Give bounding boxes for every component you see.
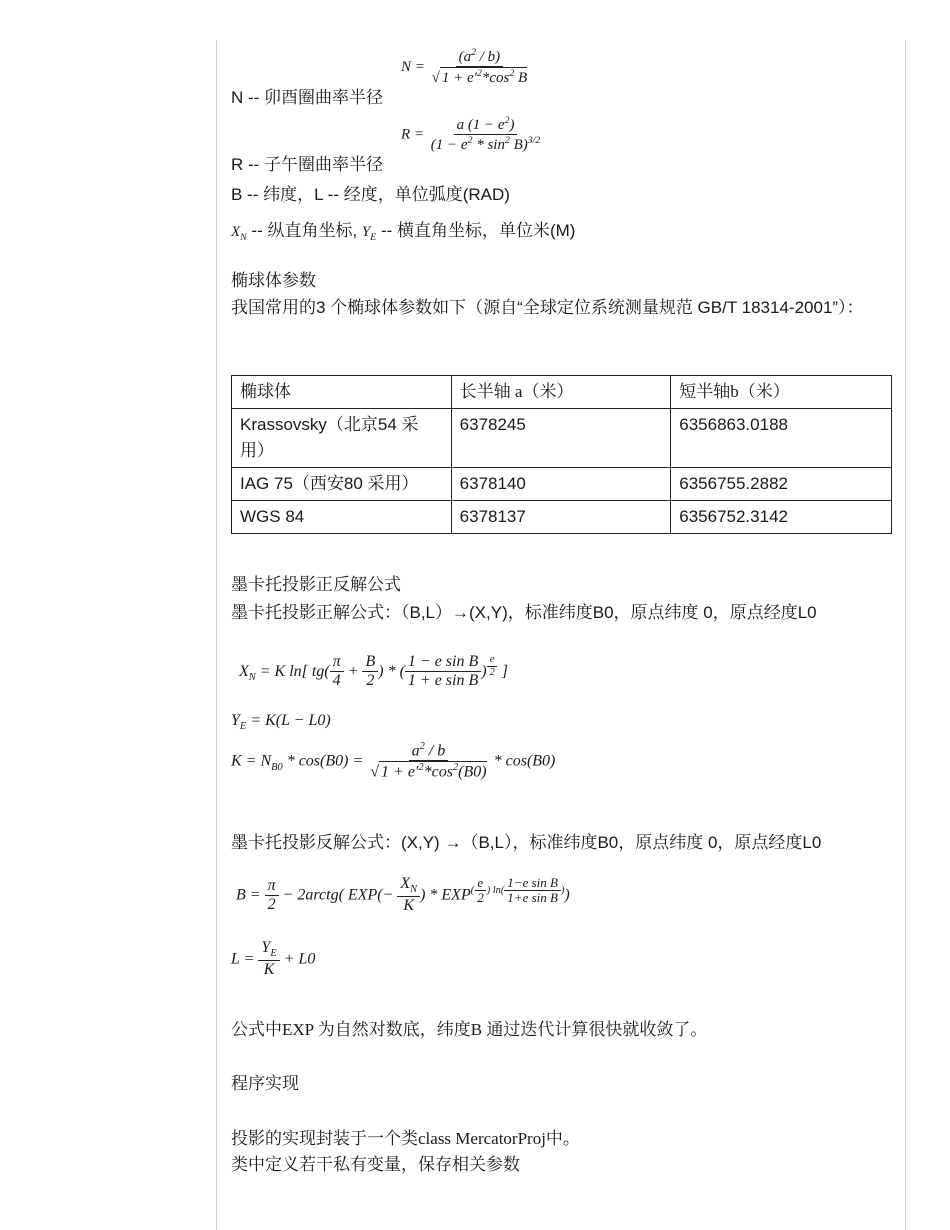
ellipsoid-table <box>231 375 892 534</box>
forward-line: 墨卡托投影正解公式：（B,L）→(X,Y)，标准纬度B0，原点纬度 0，原点经度L0 <box>231 603 817 622</box>
table-cell: IAG 75（西安80 采用） <box>232 468 452 501</box>
table-cell: 6378245 <box>451 409 671 468</box>
table-cell: 6378140 <box>451 468 671 501</box>
inverse-line: 墨卡托投影反解公式：(X,Y) →（B,L），标准纬度B0，原点纬度 0，原点经度L0 <box>231 833 822 852</box>
table-header-cell: 椭球体 <box>232 376 452 409</box>
ellipsoid-heading: 椭球体参数 <box>231 271 316 290</box>
label-xy: $X_N$ -- 纵直角坐标, $Y_E$ -- 横直角坐标，单位米(M) <box>231 221 576 243</box>
ellipsoid-intro: 我国常用的3 个椭球体参数如下（源自“全球定位系统测量规范 GB/T 18314-2001”）： <box>231 298 864 317</box>
table-header-cell: 长半轴 a（米） <box>451 376 671 409</box>
table-row <box>232 468 892 501</box>
impl-line-2: 类中定义若干私有变量，保存相关参数 <box>231 1155 520 1174</box>
table-cell: 6356863.0188 <box>671 409 892 468</box>
mercator-heading: 墨卡托投影正反解公式 <box>231 575 401 594</box>
formula-xn: $X_N = K$ ln[ tg( $\frac{\pi}{4}$ + $\frac{B}{2}$ ) * ( $\frac{\text{1 − e sin B}}{\text{1 + e sin B}}$ ) $^{\frac{e}{2}}$ ] <box>239 653 508 689</box>
impl-heading: 程序实现 <box>231 1074 299 1093</box>
table-header-row <box>232 376 892 409</box>
table-cell: WGS 84 <box>232 501 452 534</box>
table-cell: 6378137 <box>451 501 671 534</box>
formula-n: N = $\frac{(a^2 / b)}{√ 1 + e'^2*\cos^2 B}$ <box>401 47 528 86</box>
label-xy-mid: -- 纵直角坐标, <box>246 221 362 240</box>
label-xy-tail: -- 横直角坐标，单位米(M) <box>376 221 576 240</box>
table-row <box>232 501 892 534</box>
label-n: N -- 卯酉圈曲率半径 <box>231 88 384 107</box>
document-page <box>216 40 906 1230</box>
formula-l: L = $\frac{Y_E}{K}$ + L0 <box>231 939 316 979</box>
formula-b: B = $\frac{\pi}{2}$ − 2arctg( EXP(− $\frac{X_N}{K}$ ) * $EXP^{( \frac{e}{2} ) ln( \frac{\text{1−e sin B}}{\text{1+e sin B}} )}$) <box>236 875 570 915</box>
impl-line-1: 投影的实现封装于一个类class MercatorProj中。 <box>231 1129 580 1148</box>
formula-k: $K = N_{B0} * \cos(B0)$ = $\frac{a^2 / b}{√ 1 + e'^2*\cos^2(B0)}$ * cos(B0) <box>231 741 556 781</box>
table-header-cell: 短半轴b（米） <box>671 376 892 409</box>
table-cell: 6356755.2882 <box>671 468 892 501</box>
label-r: R -- 子午圈曲率半径 <box>231 155 384 174</box>
table-cell: Krassovsky（北京54 采用） <box>232 409 452 468</box>
exp-note: 公式中EXP 为自然对数底，纬度B 通过迭代计算很快就收敛了。 <box>231 1020 708 1039</box>
table-row <box>232 409 892 468</box>
formula-r: R = $\frac{a (1 - e^2)}{(1 - e^2 * \sin^2 B)^{3/2}}$ <box>401 115 541 153</box>
table-cell: 6356752.3142 <box>671 501 892 534</box>
formula-ye: $Y_E = K(L - L0)$ <box>231 712 331 733</box>
label-bl: B -- 纬度，L -- 经度，单位弧度(RAD) <box>231 185 510 204</box>
